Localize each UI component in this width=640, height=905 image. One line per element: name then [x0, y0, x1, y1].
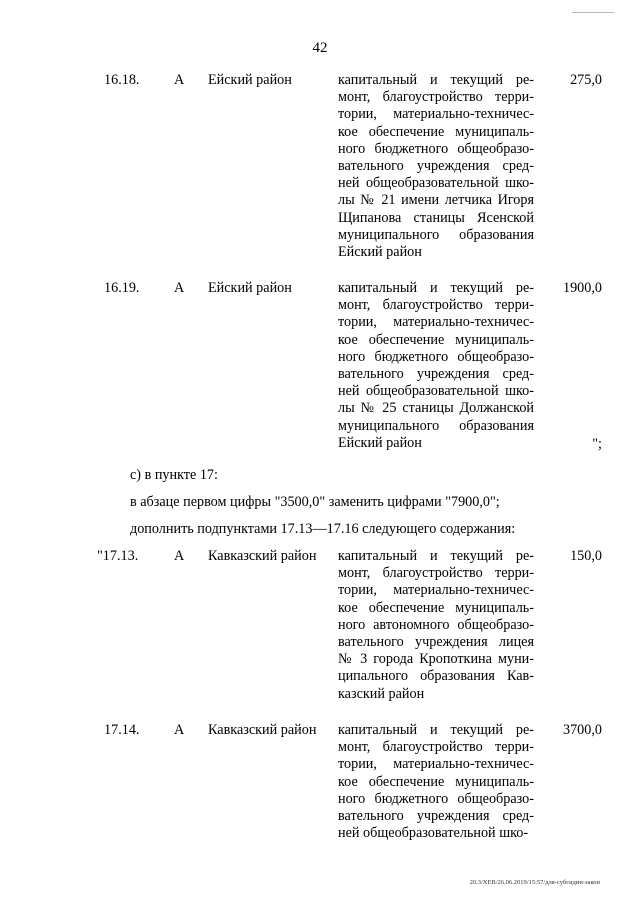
description-line: вательного учреждения лицея — [338, 633, 534, 650]
description-line: капитальный и текущий ре- — [338, 548, 534, 564]
item-district: Ейский район — [208, 280, 292, 296]
item-amount: 1900,0 — [562, 280, 602, 296]
description-line: монт, благоустройство терри- — [338, 565, 534, 582]
item-description — [338, 548, 534, 703]
item-category: А — [174, 548, 185, 564]
description-line: муниципального образования — [338, 417, 534, 434]
item-description — [338, 72, 534, 261]
description-line: кое обеспечение муниципаль- — [338, 599, 534, 616]
description-line: ней общеобразовательной шко- — [338, 383, 534, 400]
paragraph: с) в пункте 17: — [130, 467, 218, 483]
description-line: тории, материально-техничес- — [338, 314, 534, 331]
description-line: № 3 города Кропоткина муни- — [338, 651, 534, 668]
description-line: ного автономного общеобразо- — [338, 616, 534, 633]
description-line: кое обеспечение муниципаль- — [338, 123, 534, 140]
description-line: монт, благоустройство терри- — [338, 89, 534, 106]
item-amount: 3700,0 — [562, 722, 602, 738]
description-line: вательного учреждения сред- — [338, 807, 534, 824]
description-line: вательного учреждения сред- — [338, 365, 534, 382]
description-line: казский район — [338, 685, 425, 702]
item-amount: 150,0 — [570, 548, 602, 564]
description-line: ного бюджетного общеобразо- — [338, 790, 534, 807]
footer-code: 20.3/ХЕВ/26.06.2019/15:57/для-субсидии-закон — [469, 879, 600, 886]
description-line: тории, материально-техничес- — [338, 582, 534, 599]
description-line: тории, материально-техничес- — [338, 106, 534, 123]
item-number: 17.14. — [104, 722, 140, 738]
item-district: Ейский район — [208, 72, 292, 88]
top-rule — [572, 12, 614, 13]
description-line: ного бюджетного общеобразо- — [338, 348, 534, 365]
description-line: монт, благоустройство терри- — [338, 297, 534, 314]
item-category: А — [174, 722, 185, 738]
item-district: Кавказский район — [208, 548, 317, 564]
description-line: ней общеобразовательной шко- — [338, 825, 529, 842]
description-line: вательного учреждения сред- — [338, 157, 534, 174]
item-category: А — [174, 72, 185, 88]
description-line: капитальный и текущий ре- — [338, 72, 534, 88]
description-line: тории, материально-техничес- — [338, 756, 534, 773]
item-amount: 275,0 — [570, 72, 602, 88]
description-line: ней общеобразовательной шко- — [338, 175, 534, 192]
description-line: капитальный и текущий ре- — [338, 722, 534, 738]
paragraph: в абзаце первом цифры "3500,0" заменить цифрами "7900,0"; — [130, 494, 500, 510]
closing-quote: "; — [592, 436, 602, 452]
description-line: ного бюджетного общеобразо- — [338, 140, 534, 157]
description-line: лы № 21 имени летчика Игоря — [338, 192, 534, 209]
description-line: кое обеспечение муниципаль- — [338, 331, 534, 348]
page-number: 42 — [312, 40, 328, 56]
item-description — [338, 280, 534, 452]
item-number: 16.18. — [104, 72, 140, 88]
description-line: капитальный и текущий ре- — [338, 280, 534, 296]
paragraph: дополнить подпунктами 17.13—17.16 следующего содержания: — [130, 521, 516, 537]
item-number: 16.19. — [104, 280, 140, 296]
description-line: Щипанова станицы Ясенской — [338, 209, 534, 226]
item-description — [338, 722, 534, 842]
item-category: А — [174, 280, 185, 296]
item-number: "17.13. — [97, 548, 139, 564]
description-line: ципального образования Кав- — [338, 668, 534, 685]
description-line: лы № 25 станицы Должанской — [338, 400, 534, 417]
description-line: Ейский район — [338, 243, 422, 260]
description-line: Ейский район — [338, 434, 422, 451]
description-line: муниципального образования — [338, 226, 534, 243]
item-district: Кавказский район — [208, 722, 317, 738]
description-line: кое обеспечение муниципаль- — [338, 773, 534, 790]
description-line: монт, благоустройство терри- — [338, 739, 534, 756]
